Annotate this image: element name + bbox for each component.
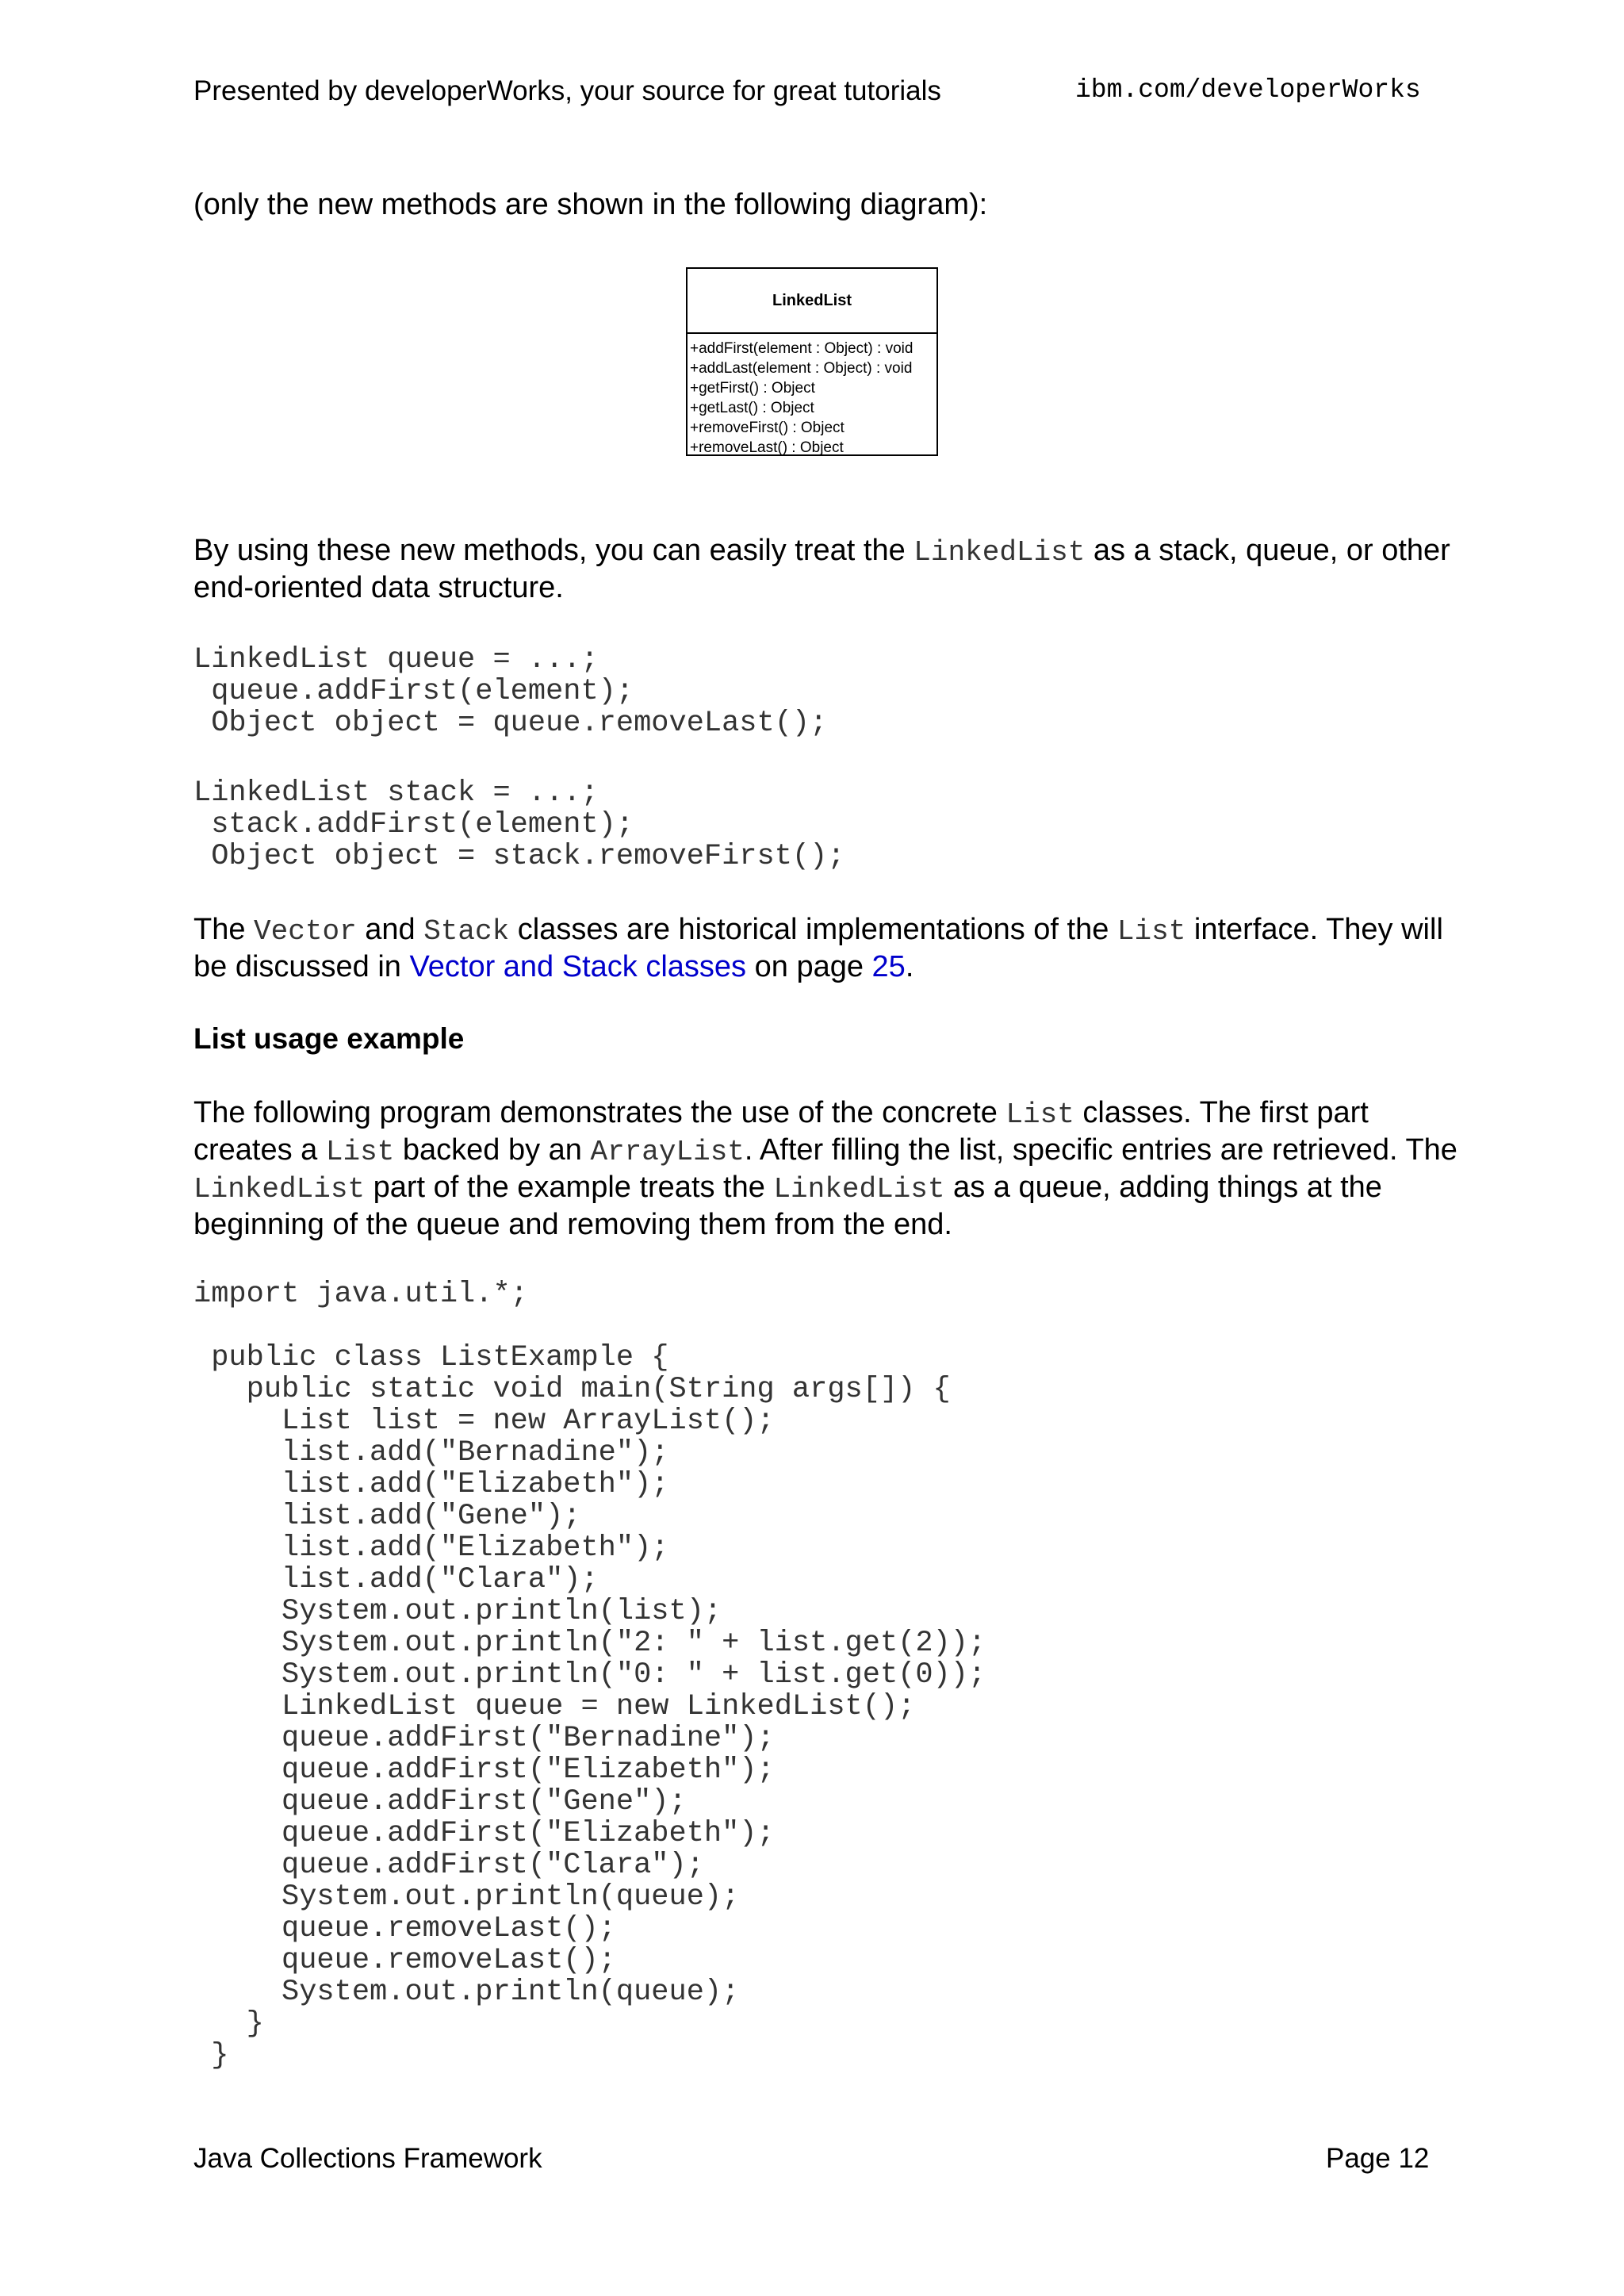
text-run: By using these new methods, you can easily treat the <box>193 534 914 567</box>
text-run: The following program demonstrates the use of the concrete <box>193 1096 1006 1129</box>
header-site-url[interactable]: ibm.com/developerWorks <box>1075 75 1421 105</box>
inline-code: ArrayList <box>590 1136 745 1168</box>
inline-code: LinkedList <box>193 1173 366 1205</box>
intro-text: (only the new methods are shown in the following diagram): <box>193 188 988 221</box>
uml-method: +removeFirst() : Object <box>690 420 845 436</box>
paragraph-example <box>193 1095 1462 1243</box>
uml-method: +addLast(element : Object) : void <box>690 360 913 377</box>
inline-code: Stack <box>423 915 510 948</box>
page-25-link[interactable]: 25 <box>871 950 906 983</box>
section-heading: List usage example <box>193 1022 465 1055</box>
paragraph-new-methods <box>193 533 1462 606</box>
text-run: and <box>356 913 424 946</box>
inline-code: List <box>1005 1098 1074 1131</box>
uml-method-list <box>688 334 936 458</box>
text-run: as a stack, queue, or other end-oriented data structure. <box>193 534 1450 604</box>
uml-method: +getFirst() : Object <box>690 380 815 397</box>
vector-stack-link[interactable]: Vector and Stack classes <box>409 950 747 983</box>
uml-method: +removeLast() : Object <box>690 439 844 456</box>
text-run: interface. They will be discussed in <box>193 913 1443 983</box>
inline-code: List <box>1116 915 1186 948</box>
inline-code: List <box>325 1136 395 1168</box>
text-run: on page <box>746 950 872 983</box>
uml-class-name: LinkedList <box>688 269 936 334</box>
inline-code: LinkedList <box>773 1173 945 1205</box>
text-run: backed by an <box>394 1133 591 1167</box>
inline-code: LinkedList <box>914 536 1086 569</box>
text-run: classes. The first part creates a <box>193 1096 1369 1167</box>
code-block-list-example: import java.util.*; public class ListExample { public static void main(String args[]) { List list = new ArrayList(); list.add("Bernadine"); list.add("Elizabeth"); list.add("Gene"); list.add("Elizabeth"); list.add("Clara"); System.out.println(list); System.out.println("2: " + list.get(2)); System.out.println("0: " + list.get(0)); LinkedList queue = new LinkedList(); queue.addFirst("Bernadine"); queue.addFirst("Elizabeth"); queue.addFirst("Gene"); queue.addFirst("Elizabeth"); queue.addFirst("Clara"); System.out.println(queue); queue.removeLast(); queue.removeLast(); System.out.println(queue); } } <box>193 1278 986 2072</box>
paragraph-historical <box>193 912 1462 985</box>
page-number: Page 12 <box>1326 2143 1430 2174</box>
text-run: . <box>905 950 914 983</box>
uml-method: +getLast() : Object <box>690 400 814 416</box>
text-run: The <box>193 913 255 946</box>
code-block-queue: LinkedList queue = ...; queue.addFirst(element); Object object = queue.removeLast(); <box>193 643 828 740</box>
inline-code: Vector <box>254 915 357 948</box>
header-title: Presented by developerWorks, your source for great tutorials <box>193 75 941 106</box>
text-run: as a queue, adding things at the beginning of the queue and removing them from the end. <box>193 1171 1382 1241</box>
uml-method: +addFirst(element : Object) : void <box>690 340 914 357</box>
footer-title: Java Collections Framework <box>193 2143 542 2174</box>
uml-class-diagram <box>686 267 938 456</box>
code-block-stack: LinkedList stack = ...; stack.addFirst(element); Object object = stack.removeFirst(); <box>193 776 845 873</box>
text-run: classes are historical implementations of the <box>509 913 1117 946</box>
text-run: part of the example treats the <box>365 1171 774 1204</box>
text-run: . After filling the list, specific entries are retrieved. The <box>744 1133 1457 1167</box>
